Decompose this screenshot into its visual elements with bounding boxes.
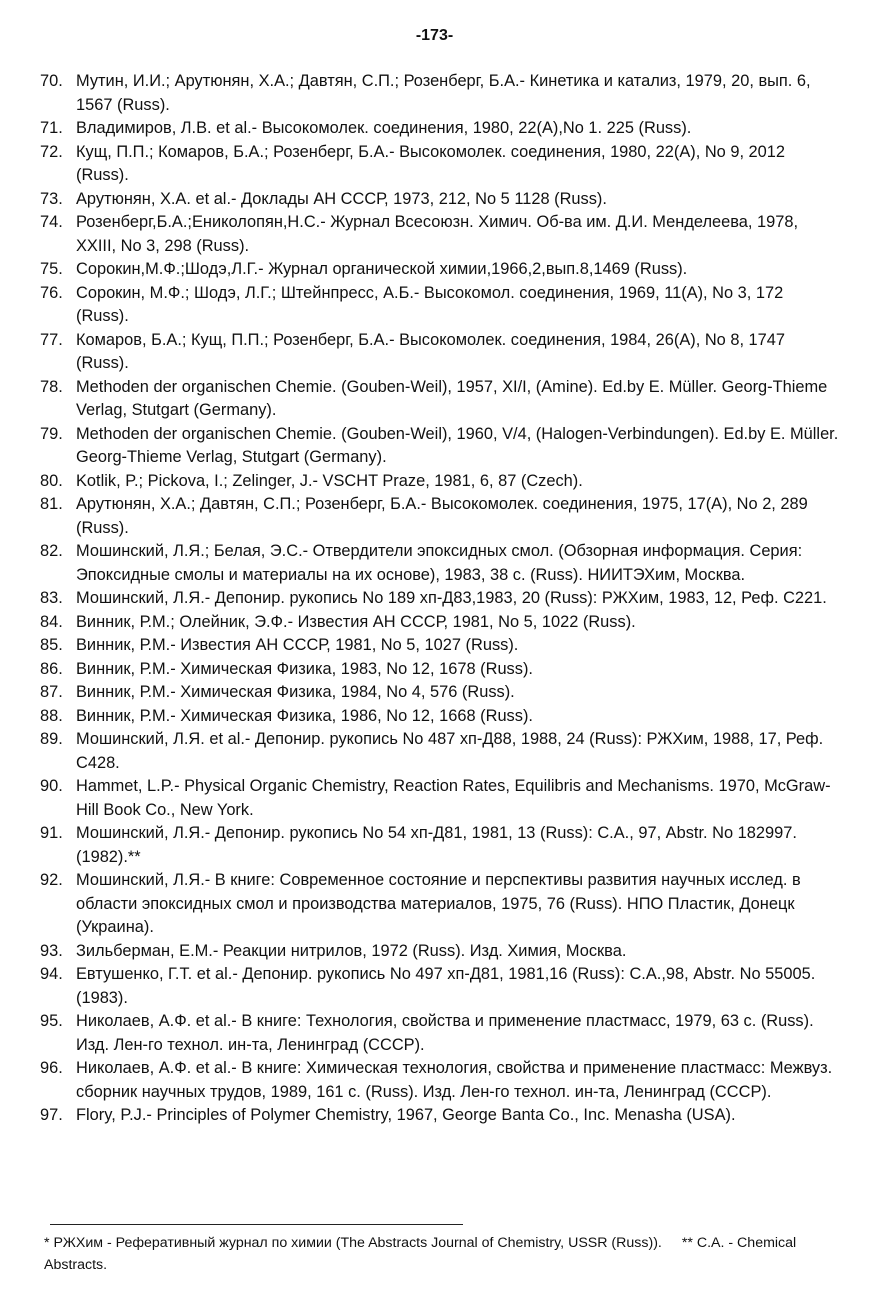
reference-text: Арутюнян, Х.А. et al.- Доклады АН СССР, 1973, 212, No 5 1128 (Russ). bbox=[76, 189, 607, 208]
reference-text: Мутин, И.И.; Арутюнян, Х.А.; Давтян, С.П.; Розенберг, Б.А.- Кинетика и катализ, 1979, 20, вып. 6, 1567 (Russ). bbox=[76, 72, 811, 114]
reference-text: Мошинский, Л.Я. et al.- Депонир. рукопись No 487 хп-Д88, 1988, 24 (Russ): РЖХим, 1988, 17, Реф. С428. bbox=[76, 730, 824, 772]
reference-item bbox=[40, 329, 840, 376]
reference-number: 77. bbox=[40, 330, 63, 349]
reference-text: Methoden der organischen Chemie. (Gouben-Weil), 1957, XI/I, (Amine). Ed.by E. Müller. Georg-Thieme Verlag, Stutgart (Germany). bbox=[76, 377, 828, 419]
reference-item bbox=[40, 188, 840, 212]
reference-text: Мошинский, Л.Я.- Депонир. рукопись No 54 хп-Д81, 1981, 13 (Russ): С.А., 97, Abstr. No 182997. (1982).** bbox=[76, 824, 797, 866]
reference-number: 75. bbox=[40, 260, 63, 278]
reference-item bbox=[40, 70, 840, 117]
reference-number: 85. bbox=[40, 636, 63, 654]
reference-item bbox=[40, 470, 840, 494]
reference-text: Арутюнян, Х.А.; Давтян, С.П.; Розенберг, Б.А.- Высокомолек. соединения, 1975, 17(А), No 2, 289 (Russ). bbox=[76, 495, 808, 537]
reference-item bbox=[40, 775, 840, 822]
reference-number: 73. bbox=[40, 189, 63, 208]
reference-text: Винник, Р.М.- Химическая Физика, 1983, No 12, 1678 (Russ). bbox=[76, 659, 533, 678]
reference-number: 81. bbox=[40, 495, 63, 513]
reference-text: Сорокин, М.Ф.; Шодэ, Л.Г.; Штейнпресс, А.Б.- Высокомол. соединения, 1969, 11(А), No 3, 172 (Russ). bbox=[76, 283, 784, 325]
reference-number: 71. bbox=[40, 119, 63, 137]
reference-item bbox=[40, 634, 840, 658]
reference-number: 84. bbox=[40, 612, 63, 631]
reference-item bbox=[40, 587, 840, 611]
reference-text: Николаев, А.Ф. et al.- В книге: Технология, свойства и применение пластмасс, 1979, 63 с. (Russ). Изд. Лен-го технол. ин-та, Ленинград (СССР). bbox=[76, 1012, 814, 1054]
reference-item bbox=[40, 1104, 840, 1128]
reference-text: Flory, P.J.- Principles of Polymer Chemistry, 1967, George Banta Co., Inc. Menasha (USA). bbox=[76, 1106, 736, 1124]
reference-text: Methoden der organischen Chemie. (Gouben-Weil), 1960, V/4, (Halogen-Verbindungen). Ed.by E. Müller. Georg-Thieme Verlag, Stutgart (Germany). bbox=[76, 424, 839, 466]
reference-number: 88. bbox=[40, 706, 63, 725]
reference-number: 70. bbox=[40, 72, 63, 90]
reference-number: 87. bbox=[40, 683, 63, 701]
reference-text: Hammet, L.P.- Physical Organic Chemistry, Reaction Rates, Equilibris and Mechanisms. 1970, McGraw-Hill Book Co., New York. bbox=[76, 777, 831, 819]
reference-number: 90. bbox=[40, 777, 63, 795]
reference-number: 89. bbox=[40, 730, 63, 748]
reference-text: Владимиров, Л.В. et al.- Высокомолек. соединения, 1980, 22(А),No 1. 225 (Russ). bbox=[76, 119, 692, 137]
reference-item bbox=[40, 423, 840, 470]
reference-item bbox=[40, 282, 840, 329]
reference-number: 86. bbox=[40, 659, 63, 678]
reference-number: 95. bbox=[40, 1012, 63, 1030]
reference-number: 76. bbox=[40, 283, 63, 302]
reference-number: 93. bbox=[40, 941, 63, 960]
reference-text: Николаев, А.Ф. et al.- В книге: Химическая технология, свойства и применение пластмасс: Межвуз. сборник научных трудов, 1989, 161 с. (Russ). Изд. Лен-го технол. ин-та, Ленинград (СССР). bbox=[76, 1059, 833, 1101]
reference-number: 82. bbox=[40, 542, 63, 560]
reference-item bbox=[40, 658, 840, 682]
footnote-divider bbox=[50, 1224, 463, 1225]
reference-text: Винник, Р.М.; Олейник, Э.Ф.- Известия АН СССР, 1981, No 5, 1022 (Russ). bbox=[76, 612, 636, 631]
reference-list bbox=[40, 70, 840, 1128]
reference-text: Винник, Р.М.- Химическая Физика, 1984, No 4, 576 (Russ). bbox=[76, 683, 515, 701]
reference-text: Винник, Р.М.- Известия АН СССР, 1981, No 5, 1027 (Russ). bbox=[76, 636, 519, 654]
reference-number: 80. bbox=[40, 471, 63, 490]
footnote-chemical-abstracts: ** С.А. - Chemical Abstracts. bbox=[44, 1235, 797, 1273]
reference-number: 72. bbox=[40, 142, 63, 161]
reference-number: 79. bbox=[40, 424, 63, 443]
reference-item bbox=[40, 822, 840, 869]
reference-item bbox=[40, 681, 840, 705]
reference-item bbox=[40, 258, 840, 282]
reference-text: Мошинский, Л.Я.- Депонир. рукопись No 189 хп-Д83,1983, 20 (Russ): РЖХим, 1983, 12, Реф. С221. bbox=[76, 589, 827, 607]
reference-item bbox=[40, 493, 840, 540]
reference-item bbox=[40, 705, 840, 729]
reference-number: 91. bbox=[40, 824, 63, 842]
reference-number: 83. bbox=[40, 589, 63, 607]
reference-text: Комаров, Б.А.; Кущ, П.П.; Розенберг, Б.А.- Высокомолек. соединения, 1984, 26(А), No 8, 1747 (Russ). bbox=[76, 330, 786, 372]
reference-text: Розенберг,Б.А.;Ениколопян,Н.С.- Журнал Всесоюзн. Химич. Об-ва им. Д.И. Менделеева, 1978, XXIII, No 3, 298 (Russ). bbox=[76, 213, 799, 255]
reference-number: 97. bbox=[40, 1106, 63, 1124]
reference-item bbox=[40, 211, 840, 258]
reference-text: Мошинский, Л.Я.- В книге: Современное состояние и перспективы развития научных исслед. в области эпоксидных смол и производства материалов, 1975, 76 (Russ). НПО Пластик, Донецк (Украина). bbox=[76, 871, 801, 936]
reference-text: Кущ, П.П.; Комаров, Б.А.; Розенберг, Б.А.- Высокомолек. соединения, 1980, 22(А), No 9, 2012 (Russ). bbox=[76, 142, 786, 184]
reference-item bbox=[40, 376, 840, 423]
reference-item bbox=[40, 141, 840, 188]
reference-item bbox=[40, 1057, 840, 1104]
reference-number: 92. bbox=[40, 871, 63, 889]
reference-item bbox=[40, 540, 840, 587]
page-number: -173- bbox=[415, 27, 454, 44]
reference-item bbox=[40, 1010, 840, 1057]
reference-number: 78. bbox=[40, 377, 63, 396]
reference-text: Зильберман, Е.М.- Реакции нитрилов, 1972 (Russ). Изд. Химия, Москва. bbox=[76, 941, 627, 960]
reference-text: Евтушенко, Г.Т. et al.- Депонир. рукопись No 497 хп-Д81, 1981,16 (Russ): С.А.,98, Abstr. No 55005. (1983). bbox=[76, 965, 816, 1007]
reference-number: 94. bbox=[40, 965, 63, 983]
reference-item bbox=[40, 940, 840, 964]
reference-item bbox=[40, 869, 840, 940]
footnotes bbox=[44, 1232, 824, 1276]
reference-item bbox=[40, 117, 840, 141]
reference-item bbox=[40, 728, 840, 775]
reference-item bbox=[40, 611, 840, 635]
reference-number: 74. bbox=[40, 213, 63, 231]
footnote-abstracts-journal: * РЖХим - Реферативный журнал по химии (The Abstracts Journal of Chemistry, USSR (Russ)). bbox=[44, 1235, 662, 1251]
reference-text: Kotlik, P.; Pickova, I.; Zelinger, J.- VSCHT Praze, 1981, 6, 87 (Czech). bbox=[76, 471, 583, 490]
reference-text: Винник, Р.М.- Химическая Физика, 1986, No 12, 1668 (Russ). bbox=[76, 706, 533, 725]
reference-number: 96. bbox=[40, 1059, 63, 1077]
reference-item bbox=[40, 963, 840, 1010]
reference-text: Сорокин,М.Ф.;Шодэ,Л.Г.- Журнал органической химии,1966,2,вып.8,1469 (Russ). bbox=[76, 260, 688, 278]
reference-text: Мошинский, Л.Я.; Белая, Э.С.- Отвердители эпоксидных смол. (Обзорная информация. Серия: Эпоксидные смолы и материалы на их основе), 1983, 38 с. (Russ). НИИТЭХим, Москва. bbox=[76, 542, 803, 584]
